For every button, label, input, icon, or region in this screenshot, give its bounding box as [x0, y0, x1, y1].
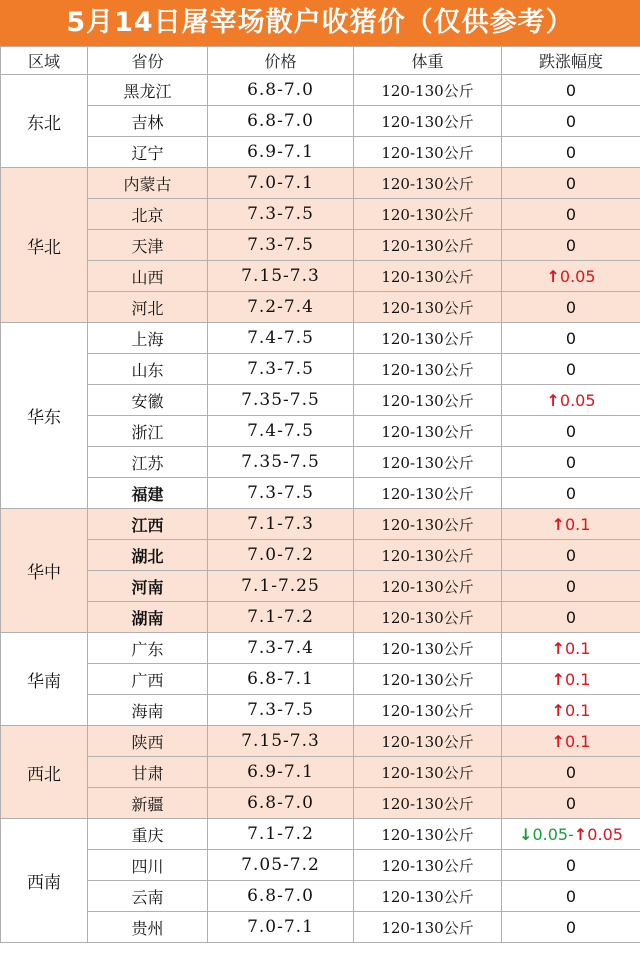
change-cell [502, 106, 640, 137]
header-region: 区域 [1, 47, 88, 75]
province-cell: 甘肃 [88, 757, 208, 788]
province-cell: 黑龙江 [88, 75, 208, 106]
province-cell: 广西 [88, 664, 208, 695]
change-value: 0 [565, 452, 577, 472]
table-row [1, 137, 640, 168]
price-cell: 7.4-7.5 [208, 323, 354, 354]
table-row [1, 509, 640, 540]
table-row [1, 850, 640, 881]
province-cell: 辽宁 [88, 137, 208, 168]
change-cell [502, 447, 640, 478]
table-row [1, 354, 640, 385]
province-cell: 河南 [88, 571, 208, 602]
table-row [1, 912, 640, 943]
weight-cell: 120-130公斤 [354, 819, 502, 850]
change-cell [502, 230, 640, 261]
weight-cell: 120-130公斤 [354, 881, 502, 912]
change-cell [502, 509, 640, 540]
weight-cell: 120-130公斤 [354, 230, 502, 261]
change-value: 0 [565, 483, 577, 503]
price-cell: 7.3-7.4 [208, 633, 354, 664]
province-cell: 新疆 [88, 788, 208, 819]
change-cell [502, 912, 640, 943]
change-value: 0 [565, 886, 577, 906]
change-value: 0.05 [559, 266, 596, 286]
change-value: 0 [565, 204, 577, 224]
header-change: 跌涨幅度 [502, 47, 640, 75]
region-cell: 华东 [1, 323, 88, 509]
table-row [1, 292, 640, 323]
price-cell: 6.9-7.1 [208, 137, 354, 168]
change-value: 0.05 [559, 390, 596, 410]
price-cell: 7.05-7.2 [208, 850, 354, 881]
table-row [1, 633, 640, 664]
region-cell: 华中 [1, 509, 88, 633]
province-cell: 北京 [88, 199, 208, 230]
table-row [1, 819, 640, 850]
weight-cell: 120-130公斤 [354, 540, 502, 571]
change-cell [502, 199, 640, 230]
province-cell: 福建 [88, 478, 208, 509]
change-value: 0.1 [564, 700, 591, 720]
table-row [1, 602, 640, 633]
arrow-up-icon: ↑ [551, 700, 565, 720]
change-cell [502, 261, 640, 292]
arrow-up-icon: ↑ [551, 669, 565, 689]
weight-cell: 120-130公斤 [354, 199, 502, 230]
table-row [1, 478, 640, 509]
province-cell: 贵州 [88, 912, 208, 943]
change-cell [502, 385, 640, 416]
weight-cell: 120-130公斤 [354, 261, 502, 292]
price-cell: 7.1-7.25 [208, 571, 354, 602]
province-cell: 安徽 [88, 385, 208, 416]
change-cell [502, 137, 640, 168]
province-cell: 云南 [88, 881, 208, 912]
weight-cell: 120-130公斤 [354, 292, 502, 323]
arrow-up-icon: ↑ [573, 824, 588, 844]
price-cell: 7.3-7.5 [208, 695, 354, 726]
change-cell [502, 540, 640, 571]
region-cell: 西南 [1, 819, 88, 943]
weight-cell: 120-130公斤 [354, 478, 502, 509]
change-value: 0 [565, 855, 577, 875]
change-value: 0 [565, 142, 577, 162]
weight-cell: 120-130公斤 [354, 757, 502, 788]
change-value: 0 [565, 359, 577, 379]
change-cell [502, 850, 640, 881]
change-value: 0 [565, 545, 577, 565]
change-cell [502, 75, 640, 106]
change-value: 0 [565, 793, 577, 813]
price-cell: 6.8-7.1 [208, 664, 354, 695]
change-cell [502, 819, 640, 850]
price-cell: 6.8-7.0 [208, 75, 354, 106]
table-row [1, 540, 640, 571]
change-cell [502, 633, 640, 664]
price-cell: 7.3-7.5 [208, 478, 354, 509]
header-province: 省份 [88, 47, 208, 75]
price-cell: 7.3-7.5 [208, 199, 354, 230]
change-cell [502, 757, 640, 788]
change-value: 0 [565, 607, 577, 627]
price-cell: 7.3-7.5 [208, 354, 354, 385]
arrow-up-icon: ↑ [546, 390, 560, 410]
table-row [1, 416, 640, 447]
price-cell: 7.0-7.1 [208, 168, 354, 199]
change-cell [502, 571, 640, 602]
province-cell: 山东 [88, 354, 208, 385]
weight-cell: 120-130公斤 [354, 416, 502, 447]
price-cell: 7.1-7.2 [208, 602, 354, 633]
table-row [1, 881, 640, 912]
province-cell: 江苏 [88, 447, 208, 478]
table-row [1, 695, 640, 726]
table-body [1, 75, 640, 943]
province-cell: 内蒙古 [88, 168, 208, 199]
price-cell: 7.35-7.5 [208, 447, 354, 478]
table-row [1, 788, 640, 819]
price-cell: 7.15-7.3 [208, 261, 354, 292]
table-row [1, 726, 640, 757]
change-cell [502, 602, 640, 633]
change-cell [502, 323, 640, 354]
weight-cell: 120-130公斤 [354, 75, 502, 106]
header-row [1, 47, 640, 75]
change-cell [502, 664, 640, 695]
change-value: 0 [565, 762, 577, 782]
price-cell: 7.0-7.1 [208, 912, 354, 943]
province-cell: 四川 [88, 850, 208, 881]
change-value: 0.05- [532, 824, 574, 844]
table-row [1, 664, 640, 695]
weight-cell: 120-130公斤 [354, 354, 502, 385]
weight-cell: 120-130公斤 [354, 106, 502, 137]
change-value: 0.1 [564, 669, 591, 689]
weight-cell: 120-130公斤 [354, 602, 502, 633]
header-price: 价格 [208, 47, 354, 75]
weight-cell: 120-130公斤 [354, 726, 502, 757]
province-cell: 陕西 [88, 726, 208, 757]
price-table [0, 46, 640, 943]
change-cell [502, 416, 640, 447]
price-cell: 7.1-7.2 [208, 819, 354, 850]
change-cell [502, 478, 640, 509]
change-cell [502, 881, 640, 912]
arrow-up-icon: ↑ [551, 731, 565, 751]
weight-cell: 120-130公斤 [354, 633, 502, 664]
weight-cell: 120-130公斤 [354, 385, 502, 416]
province-cell: 广东 [88, 633, 208, 664]
change-cell [502, 695, 640, 726]
price-cell: 6.8-7.0 [208, 881, 354, 912]
header-weight: 体重 [354, 47, 502, 75]
province-cell: 湖南 [88, 602, 208, 633]
change-value: 0 [565, 917, 577, 937]
province-cell: 山西 [88, 261, 208, 292]
province-cell: 江西 [88, 509, 208, 540]
table-row [1, 447, 640, 478]
change-cell [502, 168, 640, 199]
price-cell: 7.4-7.5 [208, 416, 354, 447]
price-cell: 7.1-7.3 [208, 509, 354, 540]
province-cell: 河北 [88, 292, 208, 323]
change-value: 0.05 [587, 824, 623, 844]
change-value: 0.1 [564, 514, 591, 534]
region-cell: 华北 [1, 168, 88, 323]
change-value: 0 [565, 80, 577, 100]
province-cell: 吉林 [88, 106, 208, 137]
change-value: 0 [565, 297, 577, 317]
change-cell [502, 354, 640, 385]
weight-cell: 120-130公斤 [354, 168, 502, 199]
change-value: 0 [565, 576, 577, 596]
table-row [1, 230, 640, 261]
weight-cell: 120-130公斤 [354, 509, 502, 540]
province-cell: 重庆 [88, 819, 208, 850]
price-cell: 6.8-7.0 [208, 788, 354, 819]
price-cell: 7.0-7.2 [208, 540, 354, 571]
table-row [1, 168, 640, 199]
price-cell: 7.35-7.5 [208, 385, 354, 416]
weight-cell: 120-130公斤 [354, 850, 502, 881]
change-value: 0 [565, 173, 577, 193]
price-cell: 6.9-7.1 [208, 757, 354, 788]
change-value: 0 [565, 328, 577, 348]
change-value: 0 [565, 111, 577, 131]
weight-cell: 120-130公斤 [354, 788, 502, 819]
weight-cell: 120-130公斤 [354, 912, 502, 943]
change-cell [502, 292, 640, 323]
change-cell [502, 788, 640, 819]
change-value: 0 [565, 235, 577, 255]
weight-cell: 120-130公斤 [354, 137, 502, 168]
region-cell: 西北 [1, 726, 88, 819]
table-row [1, 75, 640, 106]
weight-cell: 120-130公斤 [354, 571, 502, 602]
change-value: 0.1 [564, 638, 591, 658]
change-value: 0 [565, 421, 577, 441]
province-cell: 浙江 [88, 416, 208, 447]
arrow-up-icon: ↑ [546, 266, 560, 286]
weight-cell: 120-130公斤 [354, 664, 502, 695]
province-cell: 天津 [88, 230, 208, 261]
table-row [1, 385, 640, 416]
province-cell: 湖北 [88, 540, 208, 571]
arrow-down-icon: ↓ [519, 824, 533, 844]
arrow-up-icon: ↑ [551, 514, 565, 534]
arrow-up-icon: ↑ [551, 638, 565, 658]
table-row [1, 571, 640, 602]
weight-cell: 120-130公斤 [354, 447, 502, 478]
region-cell: 东北 [1, 75, 88, 168]
price-cell: 7.15-7.3 [208, 726, 354, 757]
price-cell: 6.8-7.0 [208, 106, 354, 137]
page-title: 5月14日屠宰场散户收猪价（仅供参考） [0, 0, 640, 46]
change-value: 0.1 [564, 731, 591, 751]
change-cell [502, 726, 640, 757]
province-cell: 上海 [88, 323, 208, 354]
province-cell: 海南 [88, 695, 208, 726]
table-row [1, 757, 640, 788]
table-row [1, 199, 640, 230]
price-cell: 7.2-7.4 [208, 292, 354, 323]
table-row [1, 323, 640, 354]
weight-cell: 120-130公斤 [354, 323, 502, 354]
region-cell: 华南 [1, 633, 88, 726]
weight-cell: 120-130公斤 [354, 695, 502, 726]
table-row [1, 106, 640, 137]
price-cell: 7.3-7.5 [208, 230, 354, 261]
table-row [1, 261, 640, 292]
